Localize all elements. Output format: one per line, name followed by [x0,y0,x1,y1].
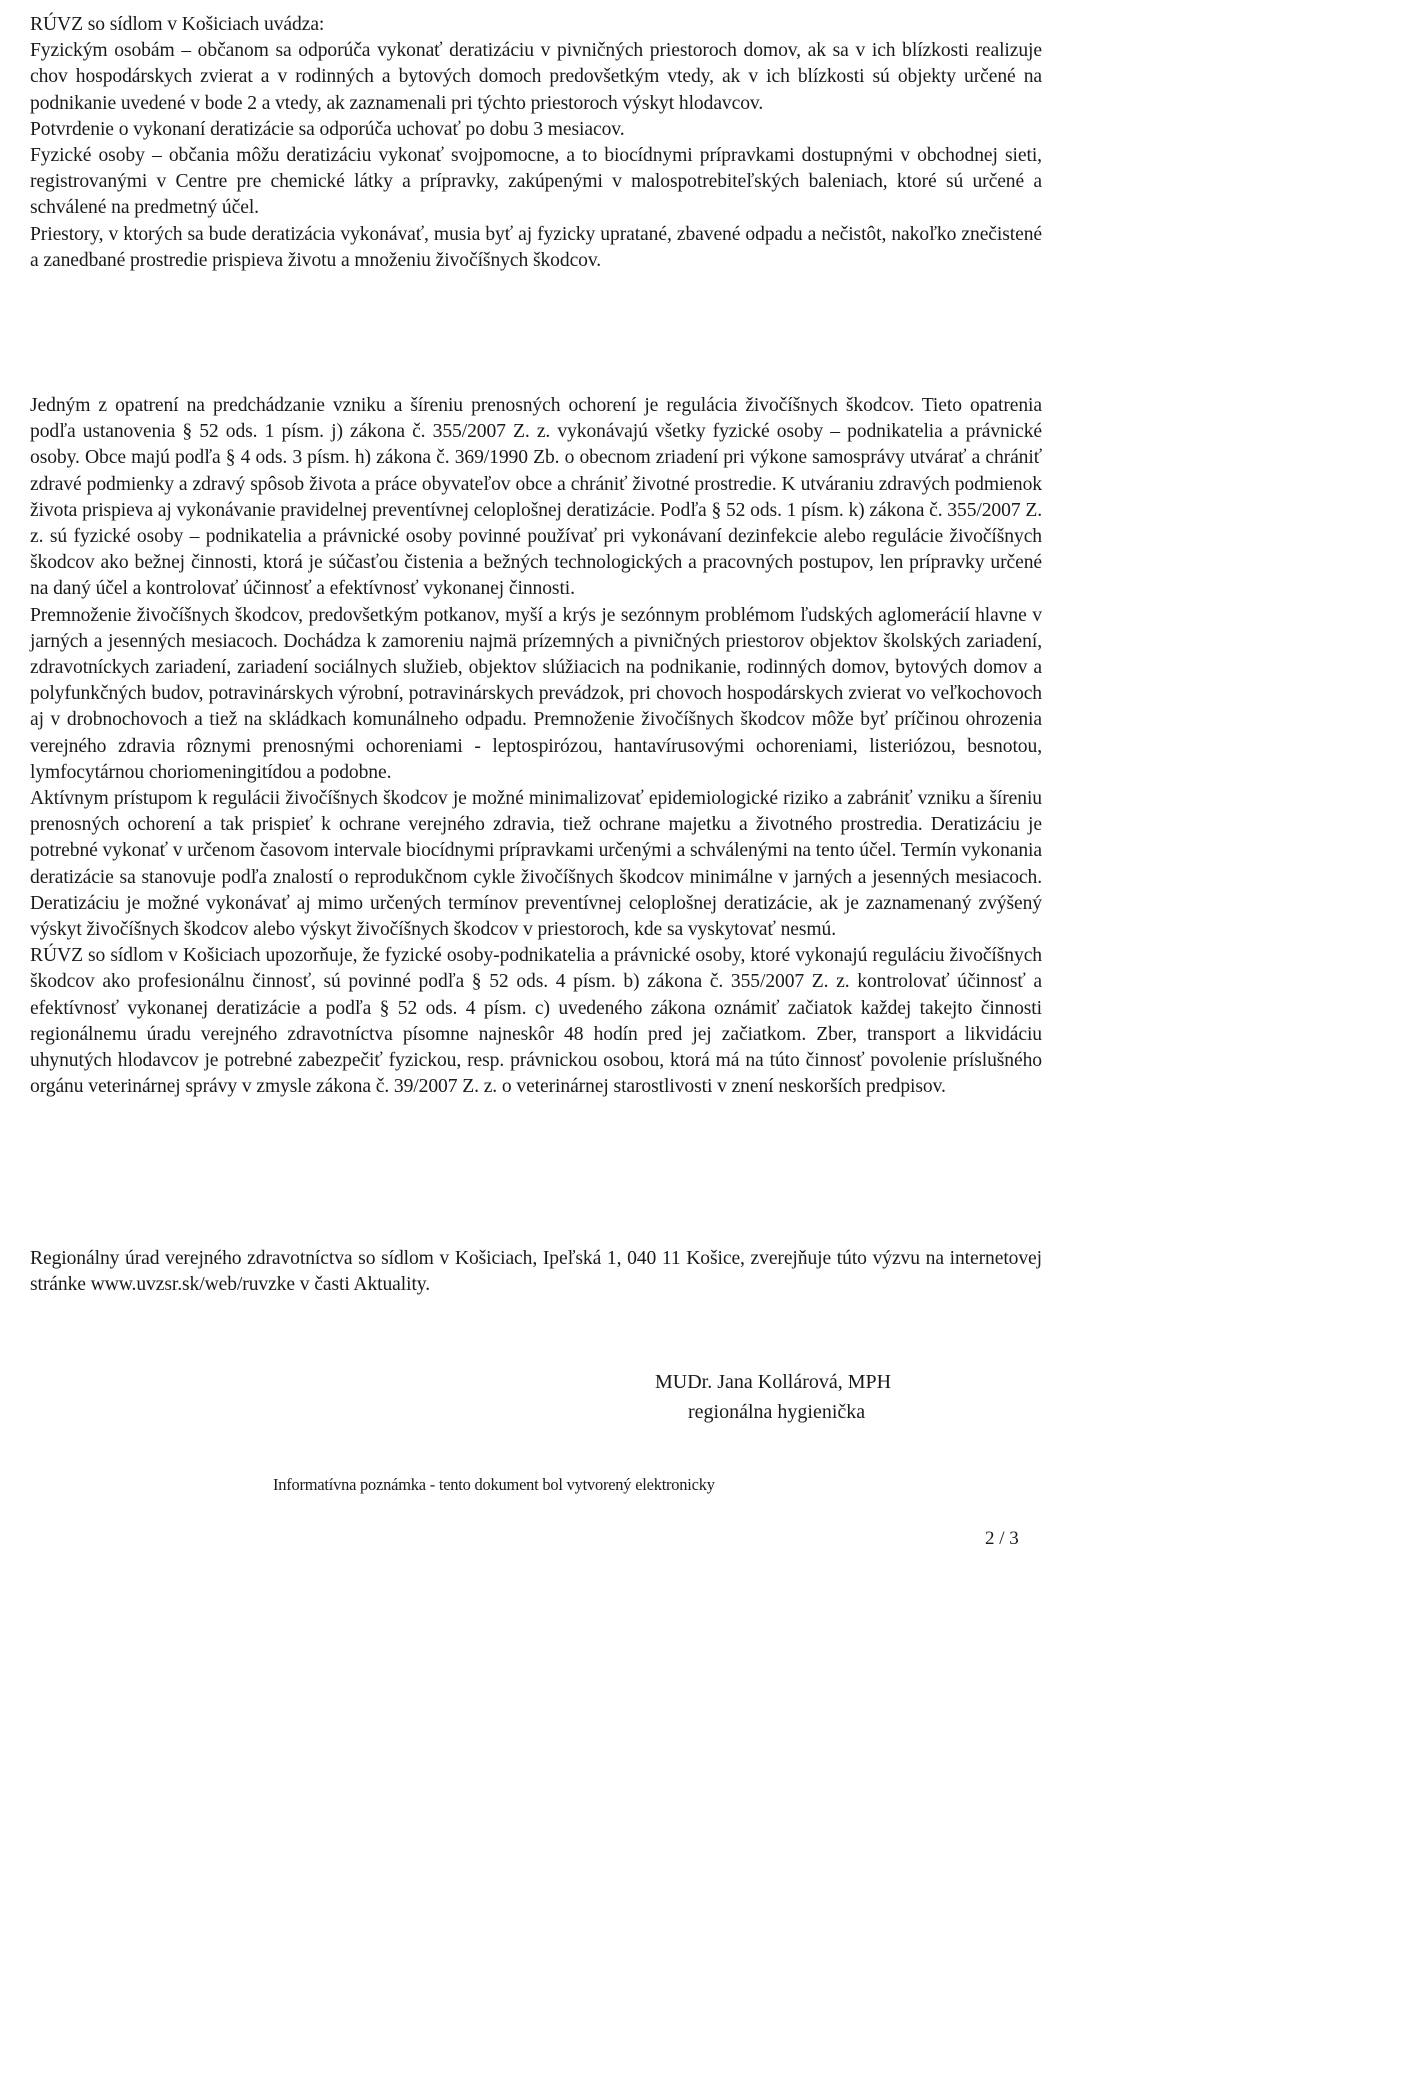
paragraph-publication: Regionálny úrad verejného zdravotníctva so sídlom v Košiciach, Ipeľská 1, 040 11 Košice, zverejňuje túto výzvu na internetovej stránke www.uvzsr.sk/web/ruvzke v časti Aktuality. [30,1248,1042,1296]
paragraph-professional-obligations: RÚVZ so sídlom v Košiciach upozorňuje, že fyzické osoby-podnikatelia a právnické osoby, ktoré vykonajú reguláciu živočíšnych škodcov ako profesionálnu činnosť, sú povinné podľa § 52 ods. 4 písm. b) zákona č. 355/2007 Z. z. kontrolovať účinnosť a efektívnosť vykonanej deratizácie a podľa § 52 ods. 4 písm. c) uvedeného zákona oznámiť začiatok každej takejto činnosti regionálnemu úradu verejného zdravotníctva písomne najneskôr 48 hodín pred jej začiatkom. Zber, transport a likvidáciu uhynutých hlodavcov je potrebné zabezpečiť fyzickou, resp. právnickou osobou, ktorá má na túto činnosť povolenie príslušného orgánu veterinárnej správy v zmysle zákona č. 39/2007 Z. z. o veterinárnej starostlivosti v znení neskorších predpisov. [30,945,1042,1098]
section-legal-provisions [30,393,1042,1100]
paragraph-self-help: Fyzické osoby – občania môžu deratizáciu vykonať svojpomocne, a to biocídnymi prípravkami dostupnými v obchodnej sieti, registrovanými v Centre pre chemické látky a prípravky, zakúpenými v malospotrebiteľských baleniach, ktoré sú určené a schválené na predmetný účel. [30,145,1042,219]
paragraph-regulation-measures: Jedným z opatrení na predchádzanie vzniku a šíreniu prenosných ochorení je regulácia živočíšnych škodcov. Tieto opatrenia podľa ustanovenia § 52 ods. 1 písm. j) zákona č. 355/2007 Z. z. vykonávajú všetky fyzické osoby – podnikatelia a právnické osoby. Obce majú podľa § 4 ods. 3 písm. h) zákona č. 369/1990 Zb. o obecnom zriadení pri výkone samosprávy utvárať a chrániť zdravé podmienky a zdravý spôsob života a práce obyvateľov obce a chrániť životné prostredie. K utváraniu zdravých podmienok života prispieva aj vykonávanie pravidelnej preventívnej celoplošnej deratizácie. Podľa § 52 ods. 1 písm. k) zákona č. 355/2007 Z. z. sú fyzické osoby – podnikatelia a právnické osoby povinné používať pri vykonávaní dezinfekcie alebo regulácie živočíšnych škodcov ako bežnej činnosti, ktorá je súčasťou čistenia a bežných technologických a pracovných postupov, len prípravky určené na daný účel a kontrolovať účinnosť a efektívnosť vykonanej činnosti. [30,395,1042,600]
paragraph-recommendation: Fyzickým osobám – občanom sa odporúča vykonať deratizáciu v pivničných priestoroch domov, ak sa v ich blízkosti realizuje chov hospodárskych zvierat a v rodinných a bytových domoch predovšetkým vtedy, ak v ich blízkosti sú objekty určené na podnikanie uvedené v bode 2 a vtedy, ak zaznamenali pri týchto priestoroch výskyt hlodavcov. [30,40,1042,114]
page-number: 2 / 3 [985,1528,1019,1549]
electronic-document-note: Informatívna poznámka - tento dokument bol vytvorený elektronicky [273,1475,715,1494]
paragraph-pest-overpopulation: Premnoženie živočíšnych škodcov, predovšetkým potkanov, myší a krýs je sezónnym problémom ľudských aglomerácií hlavne v jarných a jesenných mesiacoch. Dochádza k zamoreniu najmä prízemných a pivničných priestorov objektov školských zariadení, zdravotníckych zariadení, zariadení sociálnych služieb, objektov slúžiacich na podnikanie, rodinných domov, bytových domov a polyfunkčných budov, potravinárskych výrobní, potravinárskych prevádzok, pri chovoch hospodárskych zvierat vo veľkochovoch aj v drobnochovoch a tiež na skládkach komunálneho odpadu. Premnoženie živočíšnych škodcov môže byť príčinou ohrozenia verejného zdravia rôznymi prenosnými ochoreniami - leptospirózou, hantavírusovými ochoreniami, listeriózou, besnotou, lymfocytárnou choriomeningitídou a podobne. [30,604,1042,783]
paragraph-cleanliness: Priestory, v ktorých sa bude deratizácia vykonávať, musia byť aj fyzicky upratané, zbavené odpadu a nečistôt, nakoľko znečistené a zanedbané prostredie prispieva životu a množeniu živočíšnych škodcov. [30,223,1042,271]
paragraph-intro: RÚVZ so sídlom v Košiciach uvádza: [30,14,325,35]
signatory-name: MUDr. Jana Kollárová, MPH [655,1371,892,1393]
signatory-role: regionálna hygienička [688,1401,866,1423]
section-publication-note [30,1246,1042,1298]
paragraph-active-approach: Aktívnym prístupom k regulácii živočíšnych škodcov je možné minimalizovať epidemiologické riziko a zabrániť vzniku a šíreniu prenosných ochorení a tak prispieť k ochrane verejného zdravia, tiež ochrane majetku a životného prostredia. Deratizáciu je potrebné vykonať v určenom časovom intervale biocídnymi prípravkami určenými a schválenými na tento účel. Termín vykonania deratizácie sa stanovuje podľa znalostí o reprodukčnom cykle živočíšnych škodcov minimálne v jarných a jesenných mesiacoch. Deratizáciu je možné vykonávať aj mimo určených termínov preventívnej celoplošnej deratizácie, ak je zaznamenaný zvýšený výskyt živočíšnych škodcov alebo výskyt živočíšnych škodcov v priestoroch, kde sa vyskytovať nesmú. [30,788,1042,941]
section-citizen-guidance [30,12,1042,274]
signature-block [655,1367,891,1427]
paragraph-confirmation: Potvrdenie o vykonaní deratizácie sa odporúča uchovať po dobu 3 mesiacov. [30,118,625,140]
